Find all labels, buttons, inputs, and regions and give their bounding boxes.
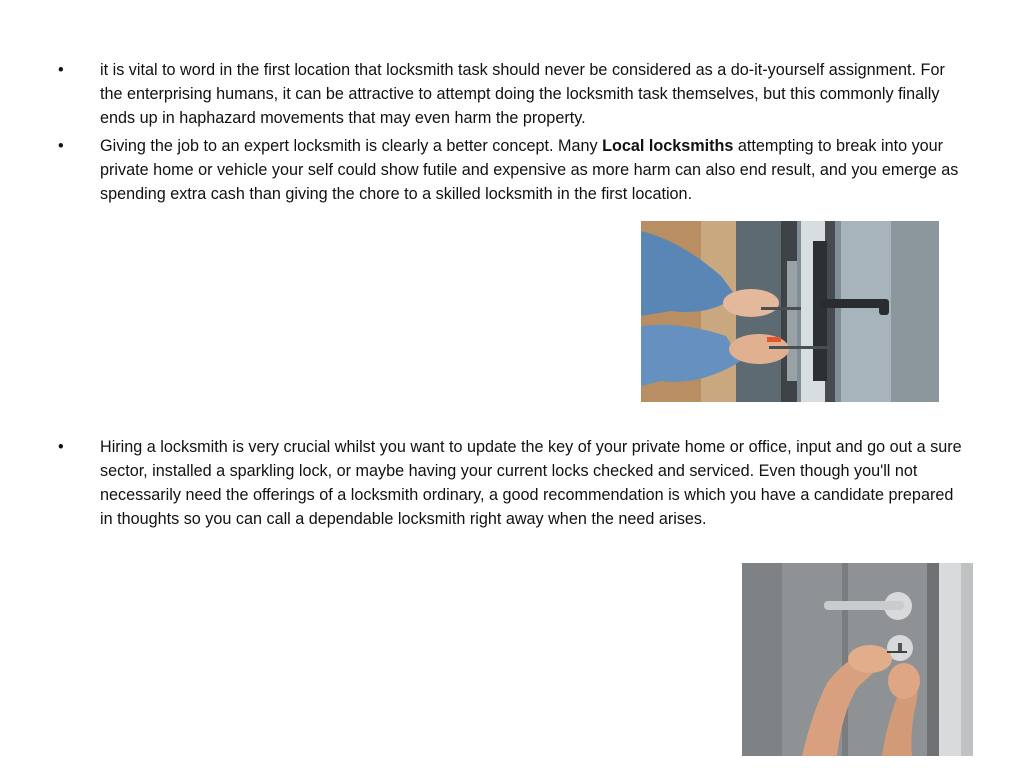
bullet-dot: • <box>58 438 64 456</box>
bullet-dot: • <box>58 137 64 155</box>
bullet-dot: • <box>58 61 64 79</box>
bullet-text-2-end: attempting to break into your private home or vehicle your self could show futile and expensive as more harm can also end result, and you emerge as spending extra cash than giving the chore to a skilled locksmith in the first location. <box>100 137 959 203</box>
local-locksmiths-link[interactable]: Local locksmiths <box>602 137 734 155</box>
bullet-text-2 <box>100 134 970 206</box>
locksmith-glass-door-photo <box>641 221 939 402</box>
bullet-text-1: it is vital to word in the first location that locksmith task should never be considered as a do-it-yourself assignment. For the enterprising humans, it can be attractive to attempt doing the locksmith task themselves, but this commonly finally ends up in haphazard movements that may even harm the property. <box>100 61 945 127</box>
bullet-text-2-start: Giving the job to an expert locksmith is clearly a better concept. Many <box>100 137 603 155</box>
door-lock-picking-photo <box>742 563 973 756</box>
bullet-text-3: Hiring a locksmith is very crucial whilst you want to update the key of your private home or office, input and go out a sure sector, installed a sparkling lock, or maybe having your current locks checked and serviced. Even though you'll not necessarily need the offerings of a locksmith ordinary, a good recommendation is which you have a candidate prepared in thoughts so you can call a dependable locksmith right away when the need arises. <box>100 438 962 528</box>
